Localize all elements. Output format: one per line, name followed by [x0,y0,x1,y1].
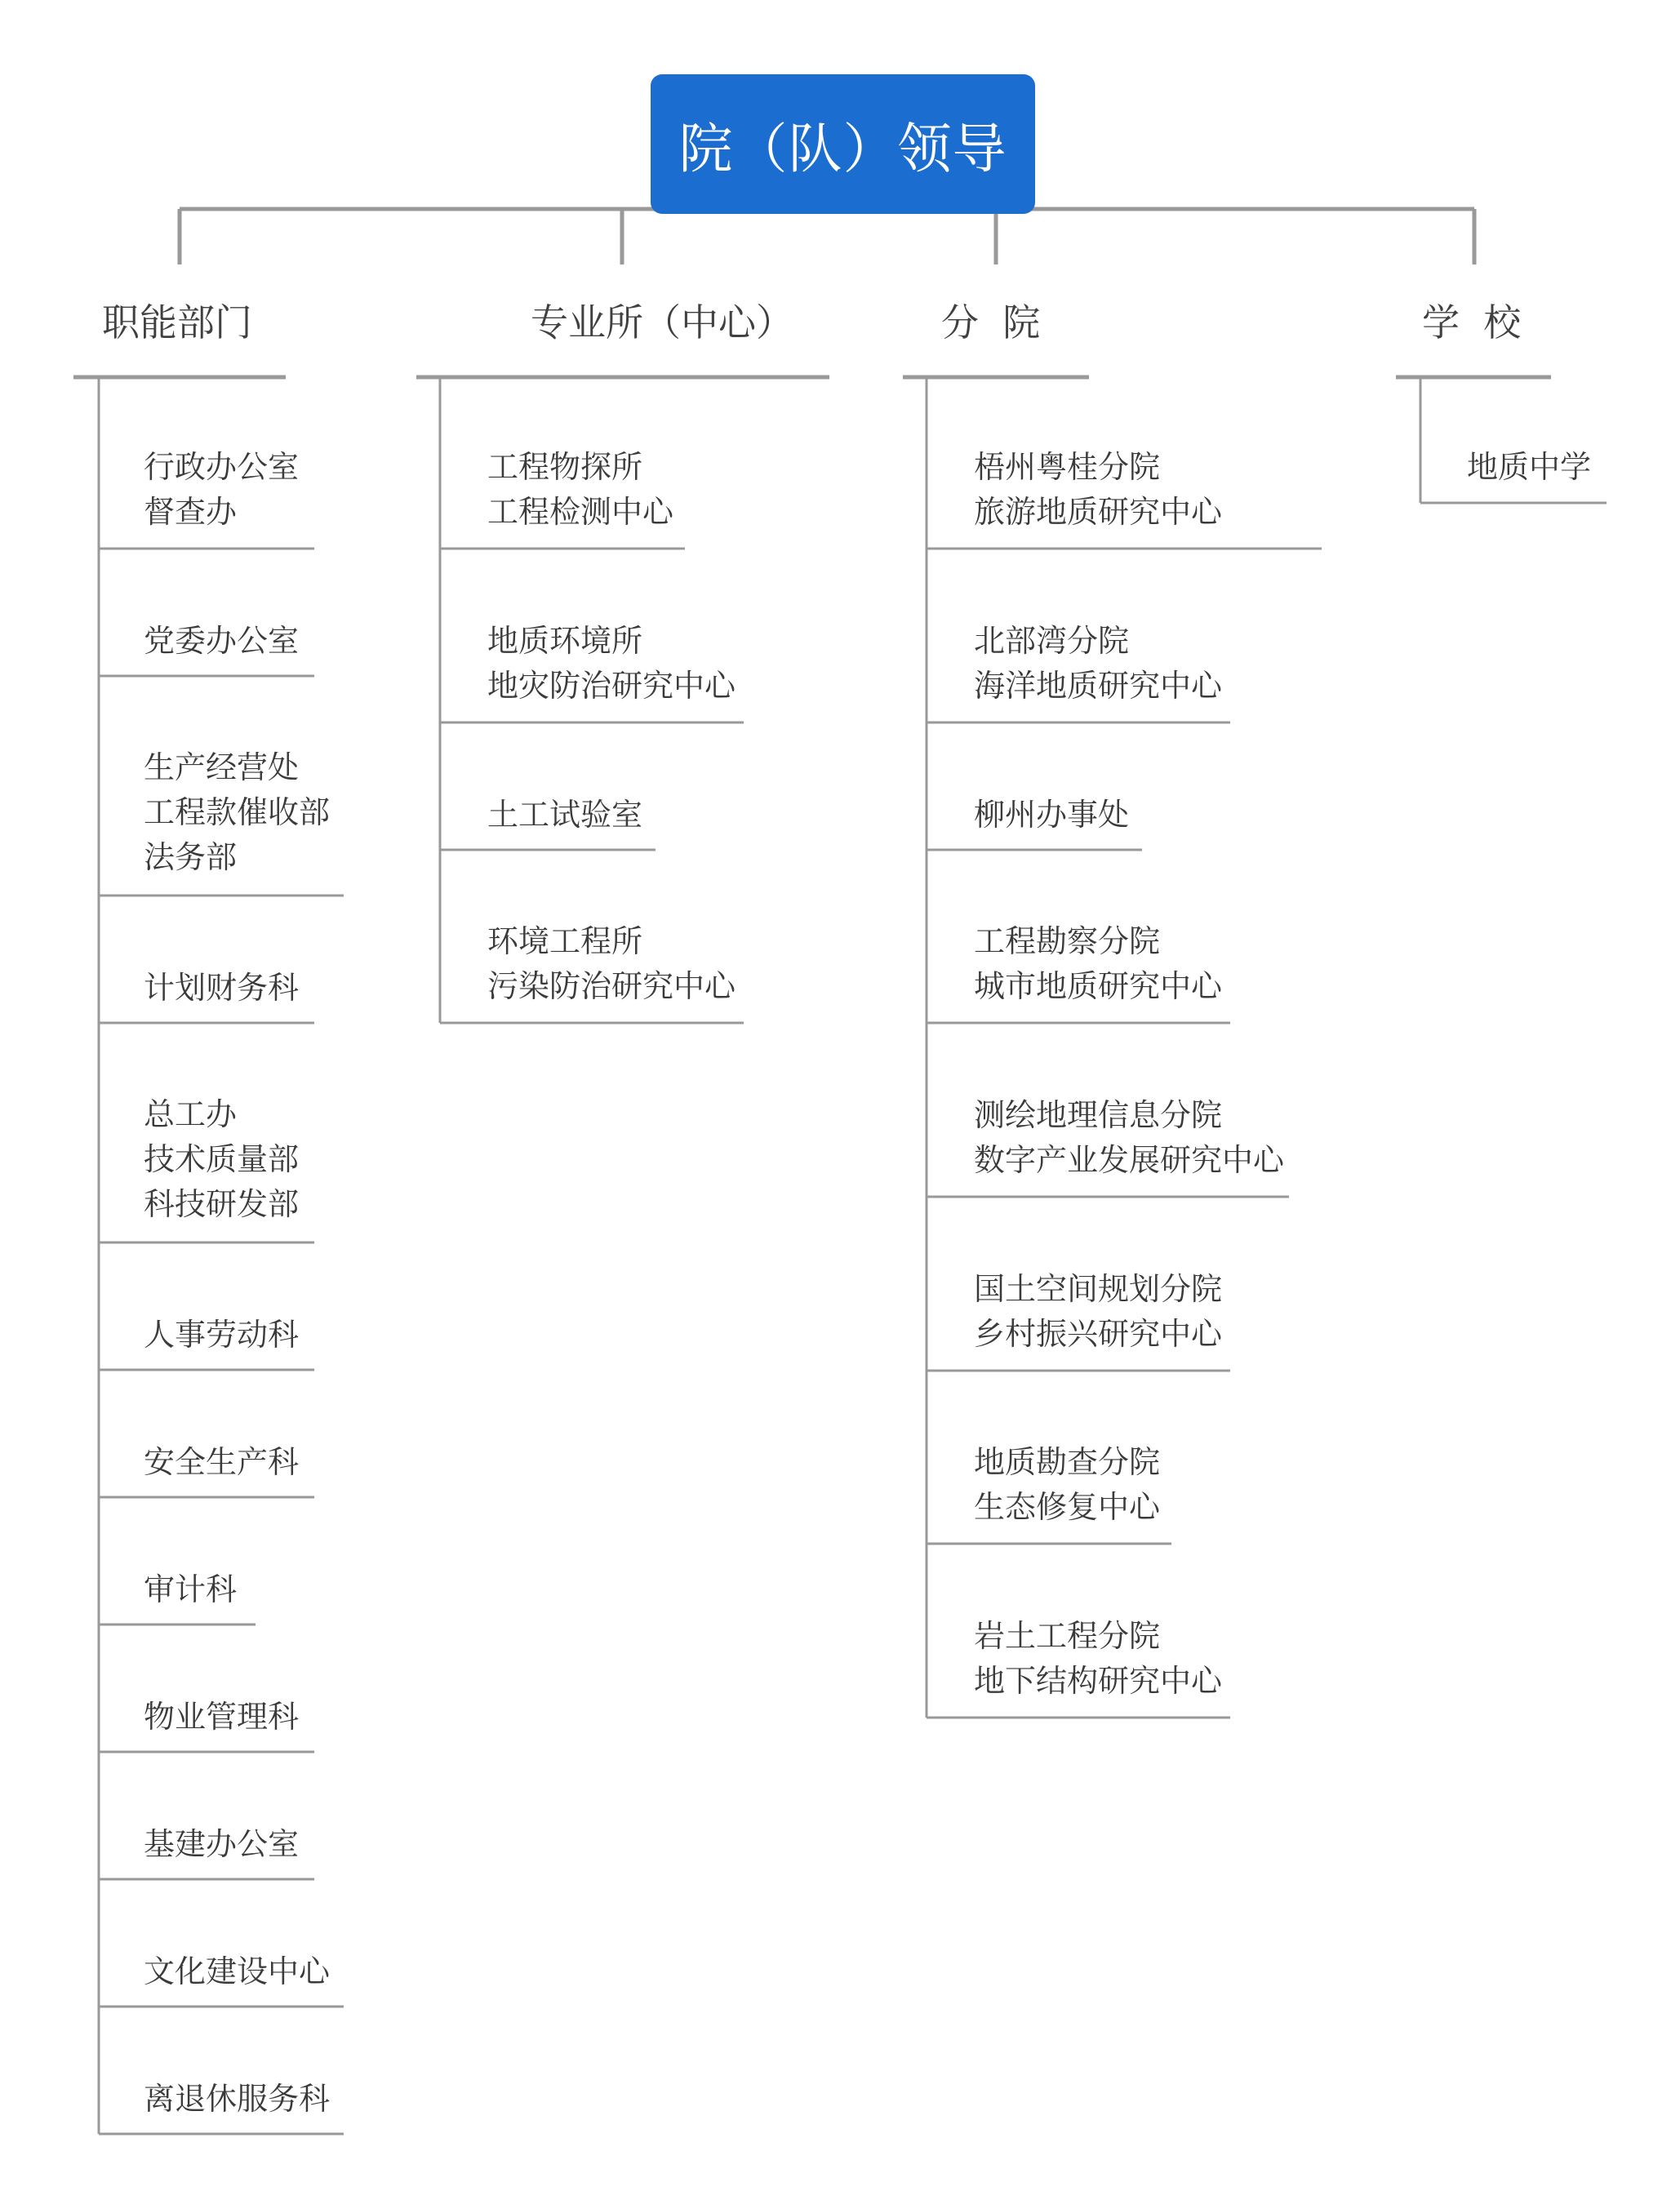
dept-item [144,1092,299,1227]
root-node-leadership [651,74,1035,214]
item-line: 人事劳动科 [144,1317,300,1353]
item-line: 工程勘察分院 [974,923,1161,959]
institute-item [487,919,736,1009]
item-line: 法务部 [144,839,238,875]
item-line: 数字产业发展研究中心 [974,1142,1285,1178]
branch-institute-item [974,793,1129,838]
dept-item [144,445,299,535]
dept-item [144,1695,299,1740]
branch-institute-item [974,919,1222,1009]
item-line: 工程款催收部 [144,794,331,830]
item-line: 安全生产科 [144,1444,300,1480]
dept-item [144,1567,237,1612]
branch-institute-item [974,1093,1284,1183]
item-line: 地质环境所 [487,623,643,659]
branch-title-branch-institutes: 分 院 [941,300,1041,344]
item-line: 地质勘查分院 [974,1444,1161,1480]
item-line: 地质中学 [1467,449,1592,485]
item-line: 总工办 [144,1096,238,1132]
item-line: 环境工程所 [487,923,643,959]
item-line: 行政办公室 [144,449,300,485]
item-line: 污染防治研究中心 [487,968,736,1004]
branch-institute-item [974,1267,1222,1357]
branch-institute-item [974,619,1222,709]
item-line: 北部湾分院 [974,623,1130,659]
branch-title-professional-institutes: 专业所（中心） [531,300,793,344]
branch-institute-item [974,1440,1160,1530]
item-line: 工程检测中心 [487,494,674,530]
branch-title-school: 学 校 [1422,300,1522,344]
item-line: 海洋地质研究中心 [974,668,1223,704]
dept-item [144,2077,330,2122]
item-line: 基建办公室 [144,1826,300,1862]
item-line: 离退休服务科 [144,2081,331,2117]
item-line: 旅游地质研究中心 [974,494,1223,530]
dept-item [144,745,330,880]
item-line: 审计科 [144,1571,238,1607]
item-line: 党委办公室 [144,623,300,659]
dept-item [144,1440,299,1485]
branch-title-functional-departments: 职能部门 [102,300,252,344]
item-line: 柳州办事处 [974,797,1130,833]
item-line: 生产经营处 [144,749,300,785]
branch-institute-item [974,1614,1222,1704]
item-line: 测绘地理信息分院 [974,1097,1223,1133]
item-line: 城市地质研究中心 [974,968,1223,1004]
item-line: 土工试验室 [487,797,643,833]
institute-item [487,793,642,838]
item-line: 督查办 [144,494,238,530]
item-line: 梧州粤桂分院 [974,449,1161,485]
root-node-label: 院（队）领导 [678,118,1007,180]
item-line: 国土空间规划分院 [974,1271,1223,1307]
item-line: 科技研发部 [144,1186,300,1222]
item-line: 计划财务科 [144,970,300,1006]
school-item [1467,445,1591,490]
item-line: 地下结构研究中心 [974,1663,1223,1699]
item-line: 物业管理科 [144,1699,300,1735]
institute-item [487,619,736,709]
institute-item [487,445,673,535]
item-line: 工程物探所 [487,449,643,485]
item-line: 乡村振兴研究中心 [974,1316,1223,1352]
dept-item [144,1313,299,1358]
branch-institute-item [974,445,1222,535]
dept-item [144,1822,299,1867]
item-line: 技术质量部 [144,1141,300,1177]
dept-item [144,966,299,1011]
item-line: 生态修复中心 [974,1489,1161,1525]
dept-item [144,1949,330,1994]
item-line: 文化建设中心 [144,1953,331,1989]
item-line: 岩土工程分院 [974,1618,1161,1654]
item-line: 地灾防治研究中心 [487,668,736,704]
dept-item [144,619,299,664]
